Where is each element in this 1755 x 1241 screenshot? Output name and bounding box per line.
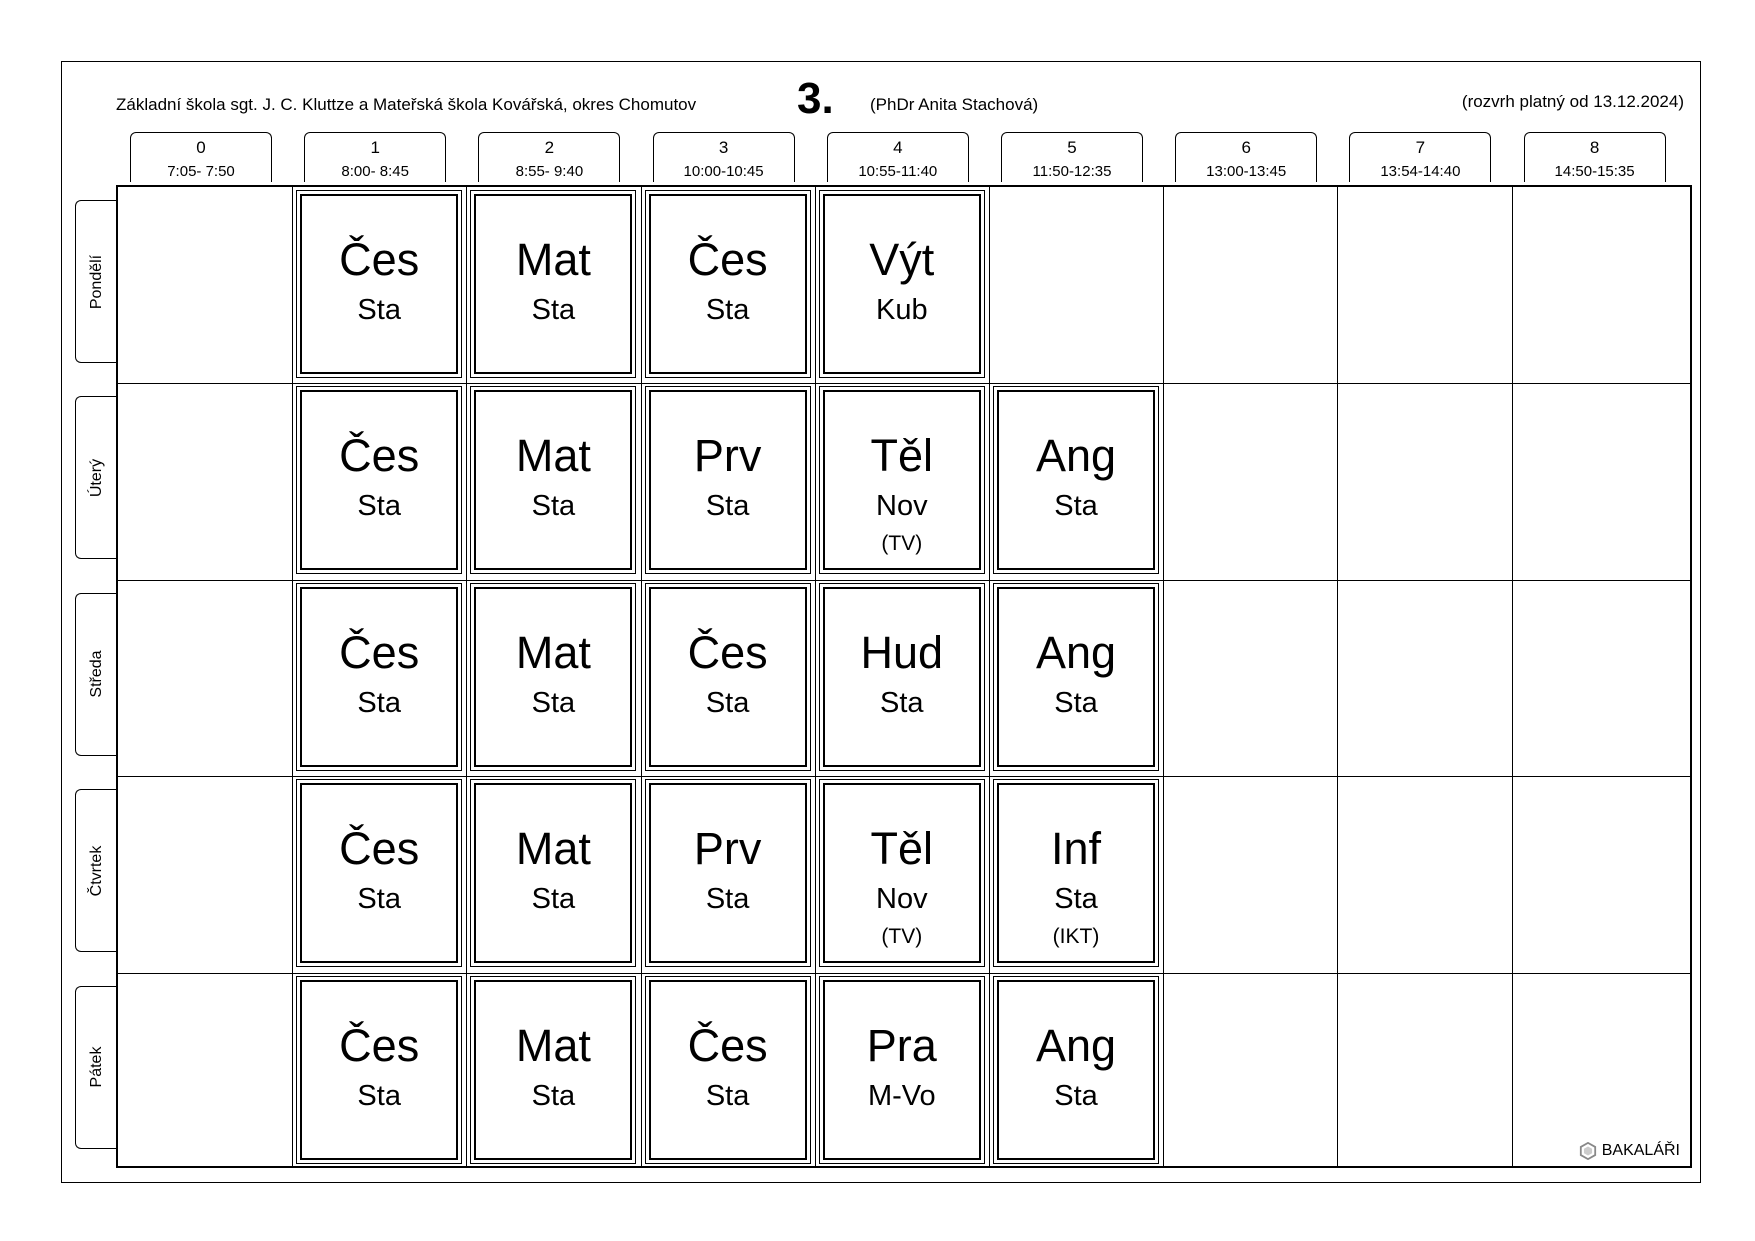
lesson-inner-frame bbox=[300, 587, 458, 767]
lesson-teacher: Sta bbox=[1054, 1079, 1098, 1112]
period-tab-0 bbox=[130, 132, 272, 182]
bakalari-logo-icon bbox=[1579, 1142, 1597, 1160]
grid-column-divider bbox=[1163, 187, 1164, 1166]
lesson-cell bbox=[645, 583, 811, 771]
period-time: 13:54-14:40 bbox=[1380, 163, 1461, 180]
timetable-sheet bbox=[61, 61, 1701, 1183]
grid-column-divider bbox=[1337, 187, 1338, 1166]
lesson-inner-frame bbox=[300, 980, 458, 1160]
lesson-cell bbox=[470, 386, 636, 574]
period-number: 0 bbox=[196, 138, 206, 157]
lesson-teacher: Sta bbox=[1054, 490, 1098, 523]
lesson-subject: Prv bbox=[693, 823, 762, 875]
grid-row-divider bbox=[118, 776, 1690, 777]
validity-date: (rozvrh platný od 13.12.2024) bbox=[1461, 92, 1684, 111]
lesson-teacher: Sta bbox=[531, 686, 576, 719]
lesson-teacher: Sta bbox=[705, 294, 750, 326]
lesson-cell bbox=[645, 386, 811, 574]
lesson-teacher: Sta bbox=[705, 883, 750, 916]
lesson-inner-frame bbox=[823, 194, 981, 374]
lesson-subject: Mat bbox=[515, 234, 591, 285]
day-tab-3 bbox=[75, 789, 117, 952]
lesson-subject: Čes bbox=[687, 1019, 768, 1071]
lesson-teacher: Sta bbox=[705, 686, 750, 719]
lesson-teacher: Sta bbox=[357, 294, 401, 326]
period-number: 2 bbox=[544, 138, 555, 157]
lesson-subject: Mat bbox=[515, 430, 591, 482]
lesson-cell bbox=[470, 779, 636, 967]
day-label: Úterý bbox=[87, 458, 105, 498]
lesson-teacher: M-Vo bbox=[867, 1079, 936, 1112]
day-tab-1 bbox=[75, 396, 117, 559]
lesson-inner-frame bbox=[997, 390, 1155, 570]
lesson-teacher: Sta bbox=[531, 490, 576, 523]
brand-logo bbox=[1579, 1142, 1680, 1160]
school-name: Základní škola sgt. J. C. Kluttze a Mateřská škola Kovářská, okres Chomutov bbox=[116, 95, 697, 114]
lesson-subject: Pra bbox=[866, 1019, 937, 1071]
lesson-subject: Prv bbox=[693, 430, 762, 482]
lesson-teacher: Sta bbox=[1054, 686, 1098, 719]
lesson-teacher: Sta bbox=[357, 883, 401, 916]
lesson-cell bbox=[296, 190, 462, 378]
lesson-inner-frame bbox=[474, 194, 632, 374]
lesson-cell bbox=[296, 779, 462, 967]
lesson-teacher: Sta bbox=[357, 490, 401, 523]
period-time: 8:55- 9:40 bbox=[515, 163, 584, 180]
lesson-room: (IKT) bbox=[1052, 925, 1100, 949]
lesson-cell bbox=[470, 976, 636, 1164]
class-name: 3. bbox=[797, 74, 834, 123]
lesson-subject: Ang bbox=[1035, 1019, 1117, 1071]
period-tab-2 bbox=[478, 132, 620, 182]
period-tab-1 bbox=[304, 132, 446, 182]
grid-column-divider bbox=[641, 187, 642, 1166]
lesson-teacher: Sta bbox=[357, 686, 401, 719]
lesson-teacher: Sta bbox=[531, 1079, 576, 1112]
lesson-teacher: Sta bbox=[531, 883, 576, 916]
lesson-inner-frame bbox=[823, 980, 981, 1160]
day-label: Pátek bbox=[87, 1046, 105, 1088]
period-number: 7 bbox=[1415, 138, 1426, 157]
grid-column-divider bbox=[1512, 187, 1513, 1166]
lesson-inner-frame bbox=[649, 390, 807, 570]
lesson-teacher: Sta bbox=[531, 294, 576, 326]
lesson-cell bbox=[993, 976, 1159, 1164]
period-time: 8:00- 8:45 bbox=[341, 163, 409, 180]
period-number: 4 bbox=[893, 138, 903, 157]
lesson-inner-frame bbox=[649, 980, 807, 1160]
lesson-inner-frame bbox=[474, 783, 632, 963]
period-tab-3 bbox=[653, 132, 795, 182]
lesson-teacher: Kub bbox=[875, 294, 928, 326]
period-number: 1 bbox=[370, 138, 380, 157]
lesson-subject: Mat bbox=[515, 626, 591, 678]
lesson-cell bbox=[470, 190, 636, 378]
lesson-subject: Výt bbox=[869, 234, 935, 285]
lesson-room: (TV) bbox=[881, 532, 923, 556]
lesson-inner-frame bbox=[300, 783, 458, 963]
lesson-cell bbox=[296, 386, 462, 574]
lesson-inner-frame bbox=[997, 980, 1155, 1160]
lesson-subject: Mat bbox=[515, 1019, 591, 1071]
lesson-subject: Těl bbox=[870, 823, 934, 875]
lesson-teacher: Nov bbox=[876, 883, 928, 916]
lesson-cell bbox=[819, 583, 985, 771]
day-tab-2 bbox=[75, 593, 117, 756]
period-number: 5 bbox=[1067, 138, 1077, 157]
lesson-subject: Ang bbox=[1035, 430, 1117, 482]
period-time: 13:00-13:45 bbox=[1206, 163, 1287, 180]
lesson-subject: Čes bbox=[339, 234, 420, 285]
lesson-inner-frame bbox=[474, 390, 632, 570]
lesson-cell bbox=[645, 779, 811, 967]
period-tab-6 bbox=[1175, 132, 1317, 182]
lesson-cell bbox=[993, 583, 1159, 771]
lesson-subject: Inf bbox=[1050, 823, 1102, 875]
period-tab-8 bbox=[1524, 132, 1666, 182]
period-tab-5 bbox=[1001, 132, 1143, 182]
lesson-inner-frame bbox=[823, 390, 981, 570]
grid-column-divider bbox=[815, 187, 816, 1166]
lesson-inner-frame bbox=[300, 390, 458, 570]
lesson-subject: Čes bbox=[339, 430, 420, 482]
lesson-room: (TV) bbox=[881, 925, 923, 949]
lesson-inner-frame bbox=[474, 980, 632, 1160]
lesson-subject: Hud bbox=[860, 626, 944, 678]
lesson-cell bbox=[296, 976, 462, 1164]
period-tab-4 bbox=[827, 132, 969, 182]
grid-column-divider bbox=[292, 187, 293, 1166]
lesson-subject: Čes bbox=[687, 626, 768, 678]
lesson-subject: Čes bbox=[687, 234, 768, 285]
day-tab-0 bbox=[75, 200, 117, 363]
lesson-cell bbox=[819, 976, 985, 1164]
day-label: Středa bbox=[87, 650, 105, 698]
lesson-subject: Čes bbox=[339, 823, 420, 875]
period-time: 10:55-11:40 bbox=[858, 163, 938, 180]
lesson-inner-frame bbox=[823, 587, 981, 767]
lesson-inner-frame bbox=[649, 783, 807, 963]
lesson-cell bbox=[819, 190, 985, 378]
class-teacher: (PhDr Anita Stachová) bbox=[870, 95, 1039, 114]
lesson-inner-frame bbox=[997, 783, 1155, 963]
lesson-inner-frame bbox=[823, 783, 981, 963]
grid-row-divider bbox=[118, 973, 1690, 974]
grid-column-divider bbox=[989, 187, 990, 1166]
day-label: Čtvrtek bbox=[87, 845, 105, 897]
period-tab-7 bbox=[1349, 132, 1491, 182]
period-number: 8 bbox=[1589, 138, 1600, 157]
lesson-subject: Čes bbox=[339, 626, 420, 678]
lesson-cell bbox=[645, 190, 811, 378]
lesson-cell bbox=[296, 583, 462, 771]
period-time: 14:50-15:35 bbox=[1554, 163, 1635, 180]
lesson-teacher: Sta bbox=[705, 490, 750, 523]
brand-label: BAKALÁŘI bbox=[1601, 1142, 1680, 1159]
period-time: 10:00-10:45 bbox=[683, 163, 764, 180]
lesson-inner-frame bbox=[649, 194, 807, 374]
lesson-inner-frame bbox=[649, 587, 807, 767]
lesson-teacher: Sta bbox=[880, 686, 924, 719]
lesson-inner-frame bbox=[997, 587, 1155, 767]
period-time: 7:05- 7:50 bbox=[167, 163, 235, 180]
lesson-cell bbox=[645, 976, 811, 1164]
lesson-cell bbox=[819, 386, 985, 574]
grid-row-divider bbox=[118, 383, 1690, 384]
lesson-teacher: Nov bbox=[876, 490, 928, 523]
grid-column-divider bbox=[466, 187, 467, 1166]
period-time: 11:50-12:35 bbox=[1032, 163, 1112, 180]
lesson-cell bbox=[993, 779, 1159, 967]
lesson-subject: Čes bbox=[339, 1019, 420, 1071]
lesson-inner-frame bbox=[300, 194, 458, 374]
grid-row-divider bbox=[118, 580, 1690, 581]
lesson-subject: Mat bbox=[515, 823, 591, 875]
lesson-cell bbox=[819, 779, 985, 967]
lesson-teacher: Sta bbox=[357, 1079, 401, 1112]
lesson-cell bbox=[993, 386, 1159, 574]
lesson-subject: Ang bbox=[1035, 626, 1117, 678]
lesson-teacher: Sta bbox=[1054, 883, 1098, 916]
lesson-inner-frame bbox=[474, 587, 632, 767]
lesson-cell bbox=[470, 583, 636, 771]
day-label: Pondělí bbox=[87, 254, 105, 309]
lesson-subject: Těl bbox=[870, 430, 934, 482]
period-number: 6 bbox=[1241, 138, 1251, 157]
lesson-teacher: Sta bbox=[705, 1079, 750, 1112]
period-number: 3 bbox=[718, 138, 729, 157]
day-tab-4 bbox=[75, 986, 117, 1149]
timetable-grid bbox=[116, 185, 1692, 1168]
